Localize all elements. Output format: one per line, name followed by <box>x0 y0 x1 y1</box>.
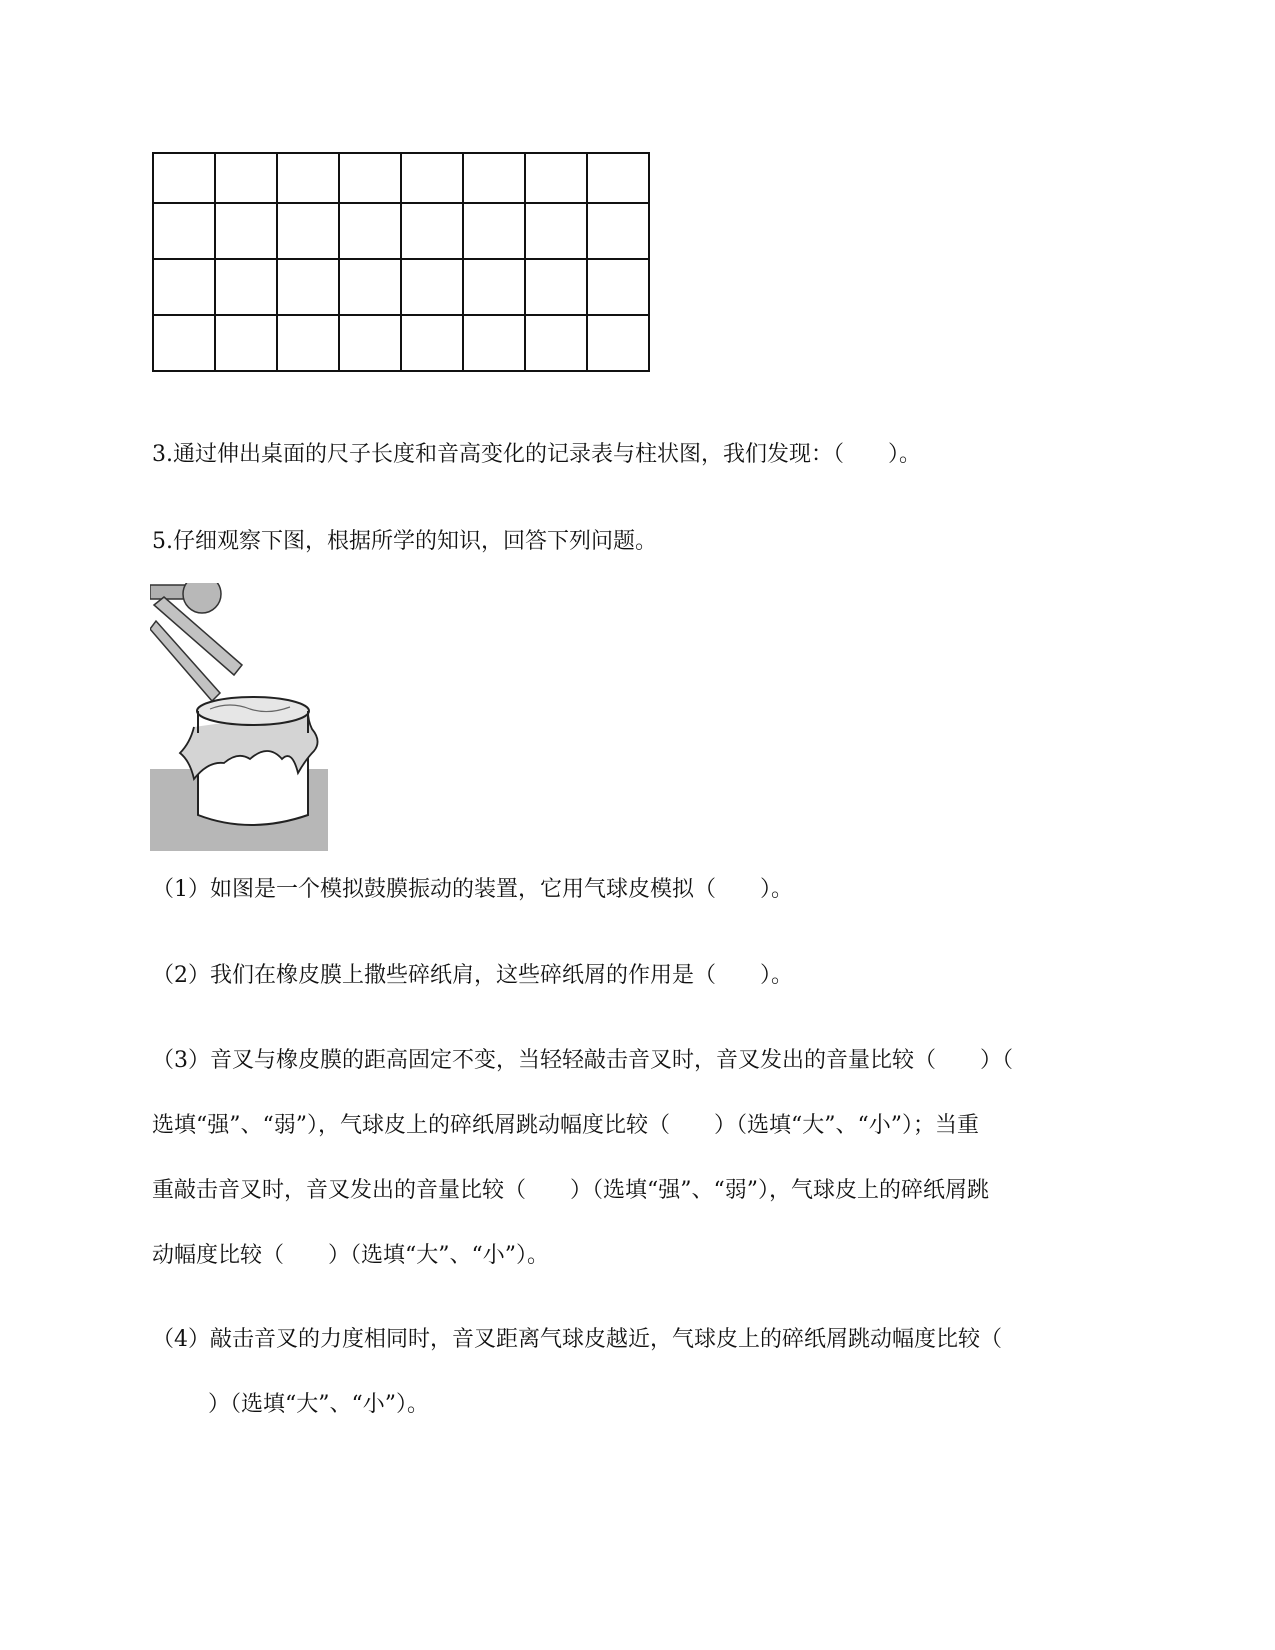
sub-question-3-line-3: 重敲击音叉时，音叉发出的音量比较（ ）（选填“强”、“弱”），气球皮上的碎纸屑跳 <box>152 1178 989 1203</box>
grid-cell <box>215 203 277 259</box>
grid-cell <box>401 315 463 371</box>
record-grid-table <box>152 152 650 372</box>
grid-cell <box>401 153 463 203</box>
question-3: 3.通过伸出桌面的尺子长度和音高变化的记录表与柱状图，我们发现：（ ）。 <box>152 442 921 467</box>
grid-cell <box>401 203 463 259</box>
sub-question-4-line-2: ）（选填“大”、“小”）。 <box>186 1392 429 1417</box>
grid-cell <box>215 153 277 203</box>
grid-cell <box>277 203 339 259</box>
grid-cell <box>153 315 215 371</box>
grid-cell <box>463 315 525 371</box>
grid-cell <box>525 153 587 203</box>
sub-question-3-line-4: 动幅度比较（ ）（选填“大”、“小”）。 <box>152 1243 549 1268</box>
question-5: 5.仔细观察下图，根据所学的知识，回答下列问题。 <box>152 529 657 554</box>
grid-cell <box>339 203 401 259</box>
grid-cell <box>153 259 215 315</box>
grid-cell <box>463 203 525 259</box>
sub-question-3-line-2: 选填“强”、“弱”），气球皮上的碎纸屑跳动幅度比较（ ）（选填“大”、“小”）；当重 <box>152 1113 979 1138</box>
grid-row <box>153 315 649 371</box>
grid-cell <box>463 153 525 203</box>
tuning-fork-drum-apparatus-icon <box>150 583 328 851</box>
grid-cell <box>277 315 339 371</box>
sub-question-4-line-1: （4）敲击音叉的力度相同时，音叉距离气球皮越近，气球皮上的碎纸屑跳动幅度比较（ <box>152 1327 1002 1352</box>
grid-cell <box>339 315 401 371</box>
grid-cell <box>525 315 587 371</box>
grid-cell <box>587 203 649 259</box>
grid-row <box>153 153 649 203</box>
grid-cell <box>277 259 339 315</box>
grid-cell <box>587 153 649 203</box>
grid-cell <box>153 153 215 203</box>
grid-cell <box>277 153 339 203</box>
grid-cell <box>215 315 277 371</box>
grid-cell <box>587 259 649 315</box>
grid-cell <box>401 259 463 315</box>
fork-ball <box>183 583 221 613</box>
grid-cell <box>463 259 525 315</box>
grid-cell <box>339 153 401 203</box>
grid-cell <box>525 203 587 259</box>
grid-cell <box>587 315 649 371</box>
grid-cell <box>525 259 587 315</box>
grid-row <box>153 203 649 259</box>
grid-cell <box>339 259 401 315</box>
sub-question-3-line-1: （3）音叉与橡皮膜的距高固定不变，当轻轻敲击音叉时，音叉发出的音量比较（ ）（ <box>152 1048 1014 1073</box>
grid-cell <box>153 203 215 259</box>
grid-cell <box>215 259 277 315</box>
sub-question-1: （1）如图是一个模拟鼓膜振动的装置，它用气球皮模拟（ ）。 <box>152 877 793 902</box>
membrane-top <box>197 697 309 725</box>
sub-question-2: （2）我们在橡皮膜上撒些碎纸肩，这些碎纸屑的作用是（ ）。 <box>152 963 793 988</box>
grid-row <box>153 259 649 315</box>
